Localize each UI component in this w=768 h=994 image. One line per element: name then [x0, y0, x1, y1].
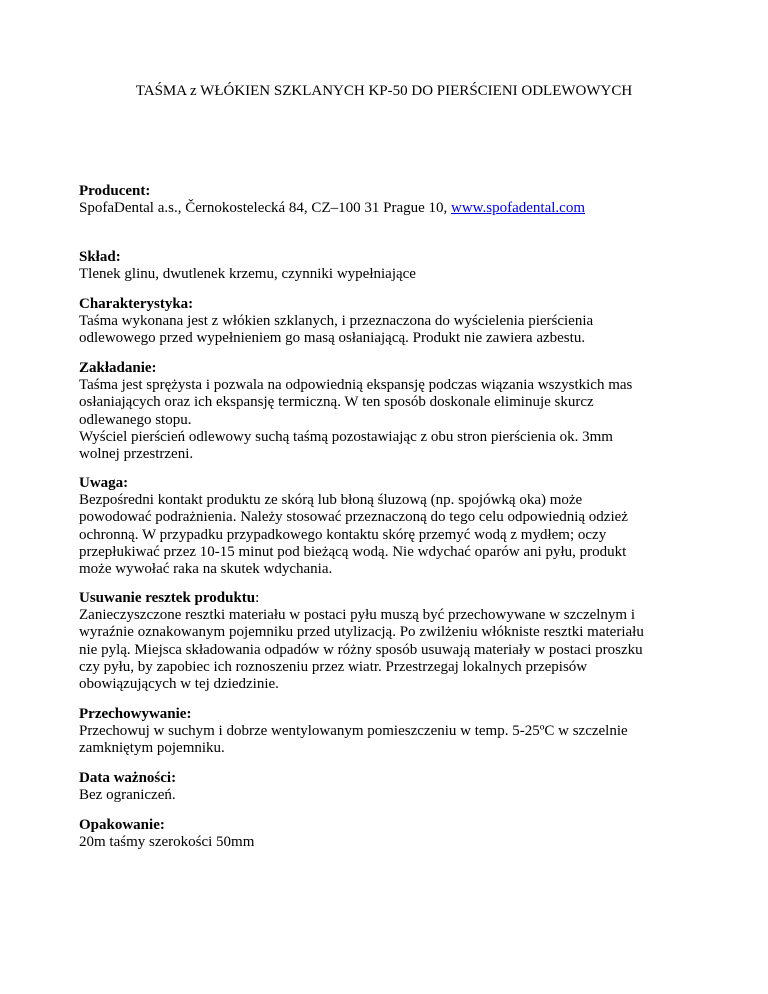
document-page — [79, 0, 719, 994]
zakladanie-line: odlewanego stopu. — [79, 411, 192, 428]
section-charakterystyka — [79, 296, 719, 348]
usuwanie-line: nie pylą. Miejsca składowania odpadów w różny sposób usuwają materiały w postaci proszku — [79, 641, 643, 658]
usuwanie-line: Zanieczyszczone resztki materiału w postaci pyłu muszą być przechowywane w szczelnym i — [79, 607, 636, 624]
uwaga-line: Bezpośredni kontakt produktu ze skórą lub błoną śluzową (np. spojówką oka) może — [79, 492, 583, 509]
przechowywanie-line: Przechowuj w suchym i dobrze wentylowanym pomieszczeniu w temp. 5-25ºC w szczelnie — [79, 723, 628, 740]
usuwanie-line: czy pyłu, by zapobiec ich roznoszeniu przez wiatr. Przestrzegaj lokalnych przepisów — [79, 658, 588, 675]
zakladanie-line: wolnej przestrzeni. — [79, 446, 194, 463]
section-heading-charakterystyka: Charakterystyka: — [79, 296, 194, 312]
section-heading-producent: Producent: — [79, 183, 151, 199]
uwaga-line: przepłukiwać przez 10-15 minut pod bieżącą wodą. Nie wdychać oparów ani pyłu, produkt — [79, 543, 627, 560]
sklad-line: Tlenek glinu, dwutlenek krzemu, czynniki wypełniające — [79, 266, 416, 283]
przechowywanie-line: zamkniętym pojemniku. — [79, 740, 225, 757]
usuwanie-line: wyraźnie oznakowanym pojemniku przed utylizacją. Po zwilżeniu włókniste resztki materiału — [79, 624, 644, 641]
section-przechowywanie — [79, 706, 719, 758]
charakterystyka-line: Taśma wykonana jest z włókien szklanych, i przeznaczona do wyścielenia pierścienia — [79, 313, 594, 330]
zakladanie-line: osłaniających oraz ich ekspansję termiczną. W ten sposób doskonale eliminuje skurcz — [79, 394, 594, 411]
data-waznosci-line: Bez ograniczeń. — [79, 787, 176, 804]
section-heading-opakowanie: Opakowanie: — [79, 817, 165, 833]
uwaga-line: powodować podrażnienia. Należy stosować przeznaczoną do tego celu odpowiednią odzież — [79, 509, 628, 526]
section-heading-sklad: Skład: — [79, 249, 121, 265]
uwaga-line: ochronną. W przypadku przypadkowego kontaktu skórę przemyć wodą z mydłem; oczy — [79, 526, 607, 543]
section-heading-uwaga: Uwaga: — [79, 475, 129, 491]
zakladanie-line: Taśma jest sprężysta i pozwala na odpowiednią ekspansję podczas wiązania wszystkich mas — [79, 377, 633, 394]
producent-text — [79, 200, 719, 217]
section-data-waznosci — [79, 770, 719, 804]
section-heading-data-waznosci: Data ważności: — [79, 770, 177, 786]
usuwanie-line: obowiązujących w tej dziedzinie. — [79, 676, 279, 693]
section-heading-usuwanie-text: Usuwanie resztek produktu — [79, 590, 256, 606]
section-heading-usuwanie — [79, 590, 719, 607]
section-uwaga — [79, 475, 719, 578]
zakladanie-line: Wyściel pierścień odlewowy suchą taśmą pozostawiając z obu stron pierścienia ok. 3mm — [79, 428, 613, 445]
charakterystyka-line: odlewowego przed wypełnieniem go masą osłaniającą. Produkt nie zawiera azbestu. — [79, 330, 586, 347]
section-zakladanie — [79, 360, 719, 463]
section-heading-usuwanie-colon: : — [255, 590, 260, 606]
producent-address: SpofaDental a.s., Černokostelecká 84, CZ–100 31 Prague 10, — [79, 200, 452, 217]
section-opakowanie — [79, 817, 719, 851]
section-producent — [79, 183, 719, 217]
section-usuwanie — [79, 590, 719, 693]
section-heading-zakladanie: Zakładanie: — [79, 360, 157, 376]
producent-website-link[interactable]: www.spofadental.com — [451, 200, 586, 217]
section-sklad — [79, 249, 719, 283]
uwaga-line: może wywołać raka na skutek wdychania. — [79, 561, 333, 578]
opakowanie-line: 20m taśmy szerokości 50mm — [79, 834, 255, 851]
section-heading-przechowywanie: Przechowywanie: — [79, 706, 192, 722]
document-title: TAŚMA z WŁÓKIEN SZKLANYCH KP-50 DO PIERŚCIENI ODLEWOWYCH — [135, 83, 633, 99]
